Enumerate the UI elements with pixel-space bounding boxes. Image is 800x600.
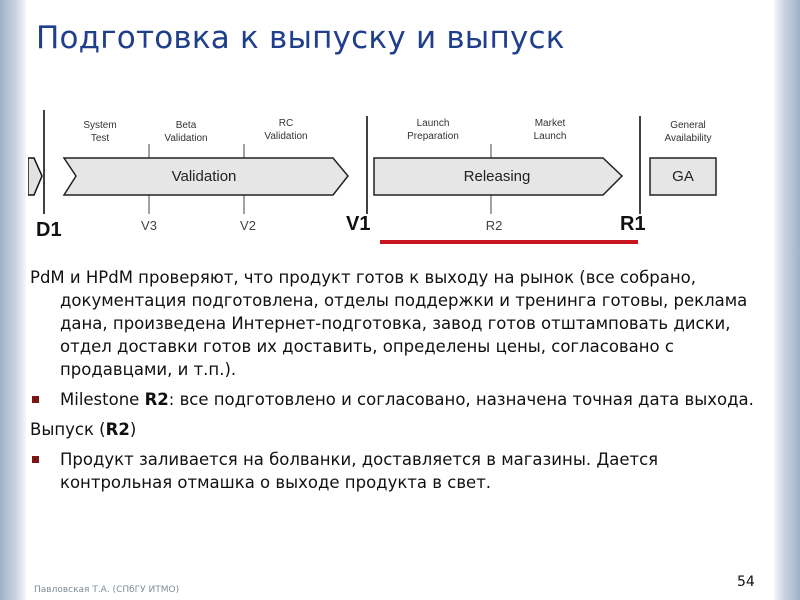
rc-label-1: RC <box>278 118 294 129</box>
launch-prep-label-2: Preparation <box>407 131 459 142</box>
launch-prep-label-1: Launch <box>416 118 450 129</box>
milestone-d1: D1 <box>36 219 62 241</box>
square-bullet-icon <box>32 456 39 463</box>
general-availability-label-2: Availability <box>664 133 712 144</box>
release-heading-bold: R2 <box>105 420 130 439</box>
release-heading-prefix: Выпуск ( <box>30 420 106 439</box>
release-description-text: Продукт заливается на болванки, доставляется в магазины. Дается контрольная отмашка о выходе продукта в свет. <box>60 450 659 492</box>
release-heading-suffix: ) <box>129 420 137 439</box>
milestone-v2: V2 <box>240 218 256 233</box>
paragraph-readiness: PdM и HPdM проверяют, что продукт готов к выходу на рынок (все собрано, документация подготовлена, отделы поддержки и тренинга готовы, реклама дана, произведена Интернет-подготовка, завод готов отштамповать диски, отдел доставки готов их доставить, определены цены, согласовано с продавцами, и т.п.). <box>30 268 748 379</box>
bullet-r2-text: : все подготовлено и согласовано, назначена точная дата выхода. <box>168 390 754 409</box>
milestone-v3: V3 <box>141 218 157 233</box>
milestone-r2: R2 <box>485 218 503 233</box>
milestone-v1: V1 <box>346 213 371 235</box>
right-gradient-bar <box>774 0 800 600</box>
bullet-milestone-r2 <box>30 388 754 411</box>
validation-label: Validation <box>171 168 237 185</box>
beta-label-2: Validation <box>164 133 208 144</box>
bullet-r2-bold: R2 <box>144 390 169 409</box>
general-availability-label-1: General <box>670 120 706 131</box>
beta-label-1: Beta <box>175 120 197 131</box>
system-test-label-2: Test <box>90 133 110 144</box>
ga-label: GA <box>672 168 694 185</box>
milestone-r1: R1 <box>620 213 646 235</box>
slide-title: Подготовка к выпуску и выпуск <box>36 20 565 56</box>
left-gradient-bar <box>0 0 26 600</box>
timeline-svg <box>28 86 754 249</box>
bullet-release-description <box>30 448 754 494</box>
system-test-label-1: System <box>83 120 117 131</box>
bullet-r2-prefix: Milestone <box>60 390 145 409</box>
rc-label-2: Validation <box>264 131 308 142</box>
market-launch-label-1: Market <box>534 118 566 129</box>
slide-body <box>30 266 754 501</box>
market-launch-label-2: Launch <box>533 131 567 142</box>
page-number: 54 <box>737 574 755 590</box>
releasing-label: Releasing <box>463 168 531 185</box>
release-timeline-diagram <box>28 86 754 249</box>
paragraph-release-heading <box>30 418 754 441</box>
footer-author: Павловская Т.А. (СПбГУ ИТМО) <box>34 585 180 595</box>
square-bullet-icon <box>32 396 39 403</box>
